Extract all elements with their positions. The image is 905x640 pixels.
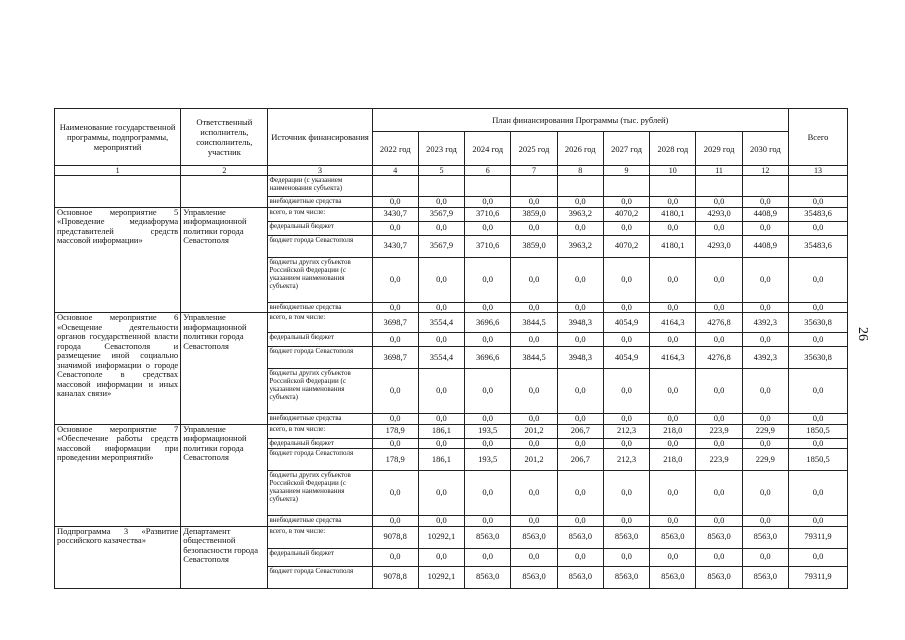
total-value-cell: 0,0: [789, 414, 848, 425]
year-value-cell: 0,0: [372, 516, 418, 527]
year-value-cell: 4293,0: [696, 207, 742, 221]
year-value-cell: 0,0: [418, 471, 464, 516]
year-value-cell: 0,0: [696, 221, 742, 235]
year-value-cell: 8563,0: [696, 566, 742, 588]
event-name-cell: Основное мероприятие 6 «Освещение деятельности органов государственной власти города Севастополя и размещение иной социально значимой информации о городе Севастополе в средствах массовой информации и иных каналах связи»: [55, 313, 181, 425]
year-value-cell: 0,0: [418, 414, 464, 425]
header-column-number: 13: [789, 166, 848, 176]
year-value-cell: 0,0: [696, 302, 742, 313]
year-value-cell: 8563,0: [511, 566, 557, 588]
header-year: 2025 год: [511, 132, 557, 166]
year-value-cell: [650, 176, 696, 197]
table-row: [55, 313, 848, 333]
total-value-cell: 0,0: [789, 333, 848, 347]
year-value-cell: 0,0: [650, 369, 696, 414]
funding-source-cell: всего, в том числе:: [268, 313, 372, 333]
year-value-cell: 0,0: [603, 438, 649, 449]
responsible-cell: Управление информационной политики города Севастополя: [181, 424, 268, 526]
year-value-cell: [603, 176, 649, 197]
event-name-cell: Основное мероприятие 5 «Проведение медиафорума представителей средств массовой информации»: [55, 207, 181, 313]
total-value-cell: 0,0: [789, 221, 848, 235]
year-value-cell: 3948,3: [557, 347, 603, 369]
year-value-cell: 0,0: [742, 471, 788, 516]
year-value-cell: 0,0: [742, 197, 788, 208]
year-value-cell: 0,0: [557, 548, 603, 566]
year-value-cell: 3844,5: [511, 313, 557, 333]
year-value-cell: 0,0: [742, 302, 788, 313]
year-value-cell: 0,0: [465, 471, 511, 516]
year-value-cell: 3963,2: [557, 207, 603, 221]
year-value-cell: 0,0: [696, 516, 742, 527]
year-value-cell: 3859,0: [511, 235, 557, 257]
year-value-cell: 0,0: [418, 302, 464, 313]
year-value-cell: [465, 176, 511, 197]
year-value-cell: 3963,2: [557, 235, 603, 257]
year-value-cell: 0,0: [372, 438, 418, 449]
funding-source-cell: всего, в том числе:: [268, 526, 372, 548]
year-value-cell: 0,0: [465, 516, 511, 527]
year-value-cell: 0,0: [696, 438, 742, 449]
year-value-cell: 0,0: [511, 438, 557, 449]
year-value-cell: 0,0: [742, 414, 788, 425]
year-value-cell: 0,0: [650, 221, 696, 235]
year-value-cell: 0,0: [742, 333, 788, 347]
header-year: 2027 год: [603, 132, 649, 166]
funding-source-cell: федеральный бюджет: [268, 333, 372, 347]
year-value-cell: 0,0: [696, 548, 742, 566]
total-value-cell: 0,0: [789, 302, 848, 313]
table-row: [55, 207, 848, 221]
year-value-cell: 0,0: [603, 471, 649, 516]
year-value-cell: 8563,0: [557, 566, 603, 588]
year-value-cell: 0,0: [742, 257, 788, 302]
year-value-cell: 4054,9: [603, 313, 649, 333]
year-value-cell: 178,9: [372, 424, 418, 438]
year-value-cell: 223,9: [696, 424, 742, 438]
funding-source-cell: федеральный бюджет: [268, 221, 372, 235]
year-value-cell: 0,0: [418, 369, 464, 414]
total-value-cell: 0,0: [789, 438, 848, 449]
header-column-number: 8: [557, 166, 603, 176]
year-value-cell: 0,0: [650, 548, 696, 566]
year-value-cell: 0,0: [603, 516, 649, 527]
funding-source-cell: бюджеты других субъектов Российской Федерации (с указанием наименования субъекта): [268, 257, 372, 302]
year-value-cell: 0,0: [511, 548, 557, 566]
year-value-cell: 10292,1: [418, 566, 464, 588]
year-value-cell: 0,0: [650, 302, 696, 313]
year-value-cell: 0,0: [742, 369, 788, 414]
year-value-cell: 4408,9: [742, 235, 788, 257]
header-responsible: Ответственный исполнитель, соисполнитель, участник: [181, 109, 268, 166]
event-name-cell: Основное мероприятие 7 «Обеспечение работы средств массовой информации при проведении мероприятий»: [55, 424, 181, 526]
year-value-cell: 0,0: [696, 369, 742, 414]
year-value-cell: 186,1: [418, 424, 464, 438]
year-value-cell: 3698,7: [372, 313, 418, 333]
year-value-cell: 0,0: [603, 302, 649, 313]
year-value-cell: 0,0: [742, 438, 788, 449]
year-value-cell: 206,7: [557, 424, 603, 438]
year-value-cell: 3859,0: [511, 207, 557, 221]
year-value-cell: 0,0: [603, 197, 649, 208]
year-value-cell: 4293,0: [696, 235, 742, 257]
year-value-cell: 0,0: [511, 471, 557, 516]
year-value-cell: 4164,3: [650, 347, 696, 369]
year-value-cell: 0,0: [557, 471, 603, 516]
total-value-cell: 35630,8: [789, 313, 848, 333]
year-value-cell: 4054,9: [603, 347, 649, 369]
header-total: Всего: [789, 109, 848, 166]
year-value-cell: 0,0: [418, 221, 464, 235]
header-year: 2030 год: [742, 132, 788, 166]
total-value-cell: 35630,8: [789, 347, 848, 369]
year-value-cell: 193,5: [465, 449, 511, 471]
year-value-cell: [696, 176, 742, 197]
year-value-cell: 0,0: [372, 333, 418, 347]
year-value-cell: 4392,3: [742, 347, 788, 369]
year-value-cell: 0,0: [418, 333, 464, 347]
year-value-cell: 0,0: [603, 333, 649, 347]
year-value-cell: 0,0: [603, 369, 649, 414]
year-value-cell: 0,0: [696, 197, 742, 208]
funding-source-cell: бюджеты других субъектов Российской Федерации (с указанием наименования субъекта): [268, 471, 372, 516]
page-number: 26: [855, 327, 870, 341]
year-value-cell: 0,0: [465, 414, 511, 425]
year-value-cell: 8563,0: [465, 566, 511, 588]
total-value-cell: 0,0: [789, 548, 848, 566]
year-value-cell: 3710,6: [465, 235, 511, 257]
year-value-cell: 0,0: [650, 471, 696, 516]
header-source: Источник финансирования: [268, 109, 372, 166]
year-value-cell: 4392,3: [742, 313, 788, 333]
total-value-cell: 0,0: [789, 369, 848, 414]
total-value-cell: 0,0: [789, 197, 848, 208]
year-value-cell: 4180,1: [650, 207, 696, 221]
year-value-cell: 0,0: [372, 414, 418, 425]
total-value-cell: 0,0: [789, 257, 848, 302]
year-value-cell: 9078,8: [372, 526, 418, 548]
year-value-cell: 0,0: [557, 369, 603, 414]
year-value-cell: 0,0: [557, 257, 603, 302]
year-value-cell: 0,0: [650, 516, 696, 527]
year-value-cell: 8563,0: [650, 566, 696, 588]
year-value-cell: 3844,5: [511, 347, 557, 369]
year-value-cell: 0,0: [418, 516, 464, 527]
year-value-cell: 4164,3: [650, 313, 696, 333]
header-column-number: 5: [418, 166, 464, 176]
header-year: 2022 год: [372, 132, 418, 166]
total-value-cell: 1850,5: [789, 424, 848, 438]
year-value-cell: 0,0: [696, 257, 742, 302]
funding-source-cell: федеральный бюджет: [268, 548, 372, 566]
table-row: [55, 526, 848, 548]
table-header: [55, 109, 848, 176]
year-value-cell: 8563,0: [742, 526, 788, 548]
funding-source-cell: Федерации (с указанием наименования субъекта): [268, 176, 372, 197]
year-value-cell: 3696,6: [465, 347, 511, 369]
event-name-cell: Подпрограмма 3 «Развитие российского казачества»: [55, 526, 181, 588]
year-value-cell: 201,2: [511, 424, 557, 438]
year-value-cell: 0,0: [742, 548, 788, 566]
header-year: 2024 год: [465, 132, 511, 166]
header-column-number: 1: [55, 166, 181, 176]
responsible-cell: Управление информационной политики города Севастополя: [181, 313, 268, 425]
year-value-cell: 8563,0: [650, 526, 696, 548]
table-body: [55, 176, 848, 589]
year-value-cell: 0,0: [511, 414, 557, 425]
year-value-cell: 0,0: [557, 333, 603, 347]
year-value-cell: 218,0: [650, 449, 696, 471]
year-value-cell: 3554,4: [418, 313, 464, 333]
funding-source-cell: федеральный бюджет: [268, 438, 372, 449]
year-value-cell: 4070,2: [603, 207, 649, 221]
year-value-cell: 4408,9: [742, 207, 788, 221]
funding-source-cell: бюджет города Севастополя: [268, 235, 372, 257]
year-value-cell: 0,0: [603, 548, 649, 566]
year-value-cell: 0,0: [511, 302, 557, 313]
header-plan: План финансирования Программы (тыс. рублей): [372, 109, 788, 132]
year-value-cell: 0,0: [650, 438, 696, 449]
year-value-cell: 0,0: [603, 221, 649, 235]
header-year: 2029 год: [696, 132, 742, 166]
year-value-cell: 178,9: [372, 449, 418, 471]
total-value-cell: 79311,9: [789, 526, 848, 548]
year-value-cell: [742, 176, 788, 197]
year-value-cell: 0,0: [557, 438, 603, 449]
year-value-cell: 0,0: [372, 221, 418, 235]
year-value-cell: 0,0: [372, 197, 418, 208]
year-value-cell: 0,0: [696, 471, 742, 516]
total-value-cell: 35483,6: [789, 207, 848, 221]
year-value-cell: 0,0: [372, 257, 418, 302]
year-value-cell: 3948,3: [557, 313, 603, 333]
year-value-cell: 0,0: [696, 333, 742, 347]
funding-source-cell: всего, в том числе:: [268, 207, 372, 221]
year-value-cell: 10292,1: [418, 526, 464, 548]
year-value-cell: 3567,9: [418, 207, 464, 221]
year-value-cell: 8563,0: [742, 566, 788, 588]
header-column-number: 3: [268, 166, 372, 176]
funding-source-cell: бюджет города Севастополя: [268, 566, 372, 588]
year-value-cell: 0,0: [603, 414, 649, 425]
year-value-cell: 0,0: [650, 197, 696, 208]
year-value-cell: 3696,6: [465, 313, 511, 333]
year-value-cell: 0,0: [465, 221, 511, 235]
year-value-cell: 0,0: [650, 257, 696, 302]
table-row: [55, 176, 848, 197]
year-value-cell: 0,0: [372, 548, 418, 566]
year-value-cell: 193,5: [465, 424, 511, 438]
year-value-cell: 8563,0: [511, 526, 557, 548]
year-value-cell: 201,2: [511, 449, 557, 471]
year-value-cell: 3430,7: [372, 235, 418, 257]
year-value-cell: 3710,6: [465, 207, 511, 221]
year-value-cell: 0,0: [650, 333, 696, 347]
year-value-cell: 0,0: [742, 221, 788, 235]
total-value-cell: 1850,5: [789, 449, 848, 471]
year-value-cell: 0,0: [418, 257, 464, 302]
funding-source-cell: всего, в том числе:: [268, 424, 372, 438]
header-column-number: 4: [372, 166, 418, 176]
year-value-cell: 0,0: [465, 302, 511, 313]
funding-source-cell: внебюджетные средства: [268, 302, 372, 313]
year-value-cell: 4276,8: [696, 313, 742, 333]
year-value-cell: 9078,8: [372, 566, 418, 588]
year-value-cell: 0,0: [465, 257, 511, 302]
year-value-cell: 4070,2: [603, 235, 649, 257]
year-value-cell: 0,0: [511, 333, 557, 347]
event-name-cell: [55, 176, 181, 208]
total-value-cell: 35483,6: [789, 235, 848, 257]
header-column-number: 2: [181, 166, 268, 176]
year-value-cell: 229,9: [742, 449, 788, 471]
year-value-cell: 8563,0: [465, 526, 511, 548]
year-value-cell: [418, 176, 464, 197]
responsible-cell: Департамент общественной безопасности города Севастополя: [181, 526, 268, 588]
year-value-cell: 4276,8: [696, 347, 742, 369]
year-value-cell: 0,0: [650, 414, 696, 425]
year-value-cell: 0,0: [465, 438, 511, 449]
year-value-cell: 229,9: [742, 424, 788, 438]
year-value-cell: 0,0: [603, 257, 649, 302]
header-column-number: 11: [696, 166, 742, 176]
year-value-cell: 212,3: [603, 424, 649, 438]
year-value-cell: 0,0: [511, 516, 557, 527]
total-value-cell: 0,0: [789, 471, 848, 516]
funding-source-cell: внебюджетные средства: [268, 516, 372, 527]
header-column-number: 6: [465, 166, 511, 176]
year-value-cell: 4180,1: [650, 235, 696, 257]
header-column-number: 12: [742, 166, 788, 176]
header-column-number: 10: [650, 166, 696, 176]
year-value-cell: 0,0: [465, 369, 511, 414]
header-event: Наименование государственной программы, подпрограммы, мероприятий: [55, 109, 181, 166]
year-value-cell: [511, 176, 557, 197]
total-value-cell: [789, 176, 848, 197]
year-value-cell: 0,0: [372, 369, 418, 414]
year-value-cell: 0,0: [418, 438, 464, 449]
year-value-cell: 0,0: [418, 548, 464, 566]
year-value-cell: 0,0: [372, 302, 418, 313]
year-value-cell: 8563,0: [603, 526, 649, 548]
header-year: 2026 год: [557, 132, 603, 166]
header-column-number: 9: [603, 166, 649, 176]
year-value-cell: 0,0: [418, 197, 464, 208]
year-value-cell: 0,0: [557, 414, 603, 425]
year-value-cell: 0,0: [465, 548, 511, 566]
year-value-cell: [557, 176, 603, 197]
year-value-cell: 0,0: [511, 369, 557, 414]
year-value-cell: 0,0: [511, 221, 557, 235]
year-value-cell: 212,3: [603, 449, 649, 471]
year-value-cell: 0,0: [742, 516, 788, 527]
year-value-cell: 218,0: [650, 424, 696, 438]
year-value-cell: 0,0: [465, 197, 511, 208]
budget-table: [54, 108, 848, 589]
responsible-cell: Управление информационной политики города Севастополя: [181, 207, 268, 313]
year-value-cell: 3567,9: [418, 235, 464, 257]
year-value-cell: 3698,7: [372, 347, 418, 369]
total-value-cell: 0,0: [789, 516, 848, 527]
year-value-cell: 223,9: [696, 449, 742, 471]
funding-source-cell: бюджеты других субъектов Российской Федерации (с указанием наименования субъекта): [268, 369, 372, 414]
year-value-cell: 3554,4: [418, 347, 464, 369]
year-value-cell: 0,0: [511, 197, 557, 208]
responsible-cell: [181, 176, 268, 208]
year-value-cell: 206,7: [557, 449, 603, 471]
year-value-cell: 8563,0: [557, 526, 603, 548]
funding-source-cell: бюджет города Севастополя: [268, 449, 372, 471]
year-value-cell: 8563,0: [696, 526, 742, 548]
year-value-cell: 0,0: [557, 197, 603, 208]
year-value-cell: 0,0: [372, 471, 418, 516]
total-value-cell: 79311,9: [789, 566, 848, 588]
year-value-cell: 0,0: [557, 221, 603, 235]
header-column-number: 7: [511, 166, 557, 176]
year-value-cell: 186,1: [418, 449, 464, 471]
year-value-cell: 8563,0: [603, 566, 649, 588]
header-year: 2028 год: [650, 132, 696, 166]
funding-source-cell: бюджет города Севастополя: [268, 347, 372, 369]
year-value-cell: 0,0: [696, 414, 742, 425]
header-column-numbers-row: [55, 166, 848, 176]
header-year: 2023 год: [418, 132, 464, 166]
funding-source-cell: внебюджетные средства: [268, 197, 372, 208]
year-value-cell: 0,0: [511, 257, 557, 302]
table-row: [55, 424, 848, 438]
funding-source-cell: внебюджетные средства: [268, 414, 372, 425]
year-value-cell: 3430,7: [372, 207, 418, 221]
year-value-cell: 0,0: [465, 333, 511, 347]
year-value-cell: 0,0: [557, 516, 603, 527]
year-value-cell: [372, 176, 418, 197]
year-value-cell: 0,0: [557, 302, 603, 313]
